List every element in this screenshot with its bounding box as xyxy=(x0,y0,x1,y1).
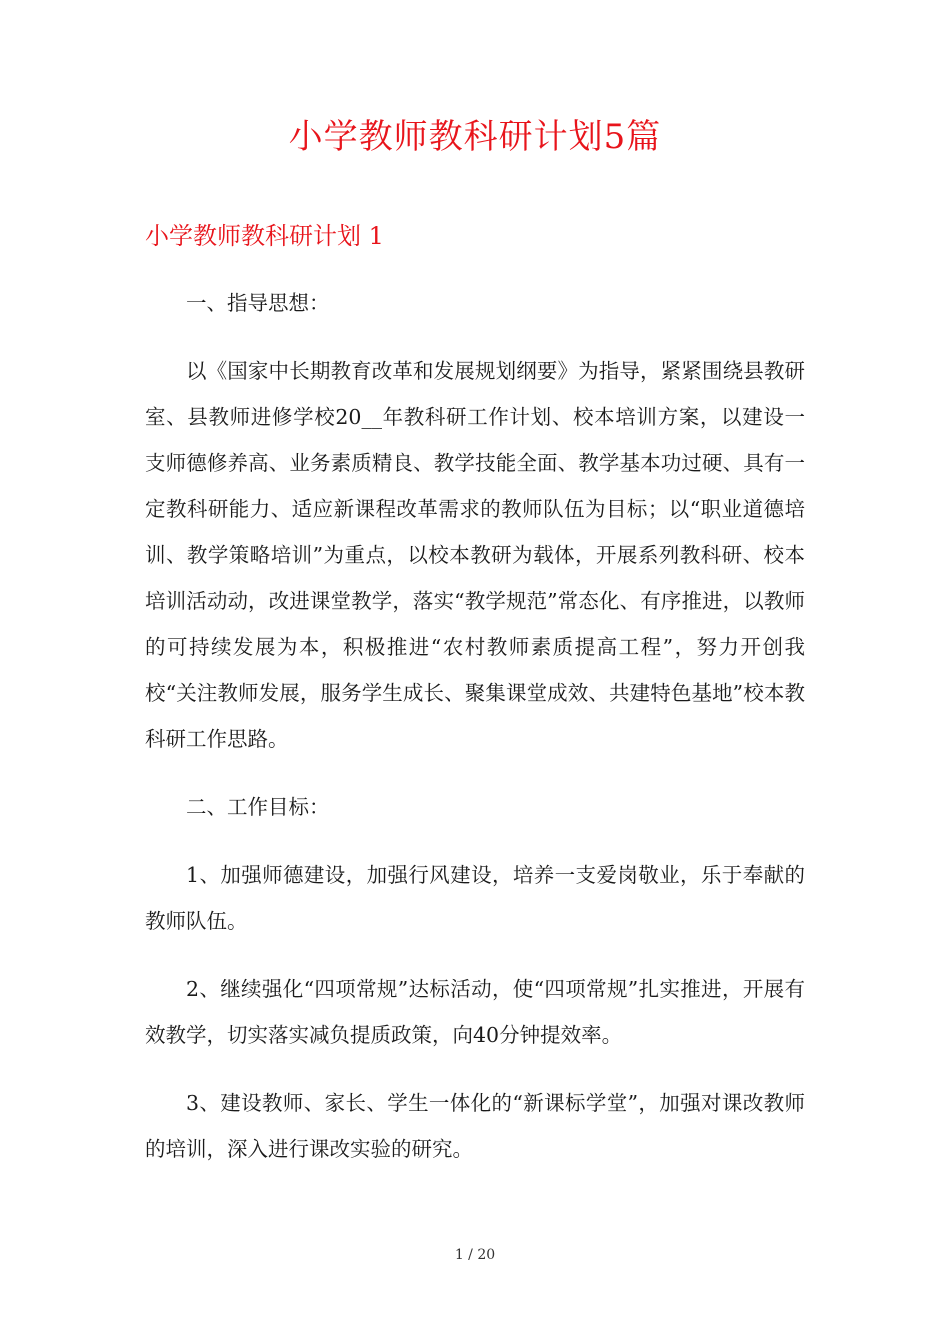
page-number: 1 / 20 xyxy=(454,1247,496,1263)
heading-guiding-thought: 一、指导思想： xyxy=(186,291,330,315)
document-title: 小学教师教科研计划5篇 xyxy=(288,117,662,157)
heading-work-goals: 二、工作目标： xyxy=(186,795,330,819)
document-body xyxy=(145,280,805,1172)
goal-item-1: 1、加强师德建设，加强行风建设，培养一支爱岗敬业，乐于奉献的教师队伍。 xyxy=(145,863,805,933)
goal-item-2: 2、继续强化“四项常规”达标活动，使“四项常规”扎实推进，开展有效教学，切实落实减负提质政策，向40分钟提效率。 xyxy=(145,977,805,1047)
paragraph-guiding-thought: 以《国家中长期教育改革和发展规划纲要》为指导，紧紧围绕县教研室、县教师进修学校20__年教科研工作计划、校本培训方案，以建设一支师德修养高、业务素质精良、教学技能全面、教学基本功过硬、具有一定教科研能力、适应新课程改革需求的教师队伍为目标；以“职业道德培训、教学策略培训”为重点，以校本教研为载体，开展系列教科研、校本培训活动动，改进课堂教学，落实“教学规范”常态化、有序推进，以教师的可持续发展为本，积极推进“农村教师素质提高工程”，努力开创我校“关注教师发展，服务学生成长、聚集课堂成效、共建特色基地”校本教科研工作思路。 xyxy=(145,359,805,751)
section-heading: 小学教师教科研计划 1 xyxy=(145,222,384,250)
goal-item-3: 3、建设教师、家长、学生一体化的“新课标学堂”，加强对课改教师的培训，深入进行课改实验的研究。 xyxy=(145,1091,805,1161)
